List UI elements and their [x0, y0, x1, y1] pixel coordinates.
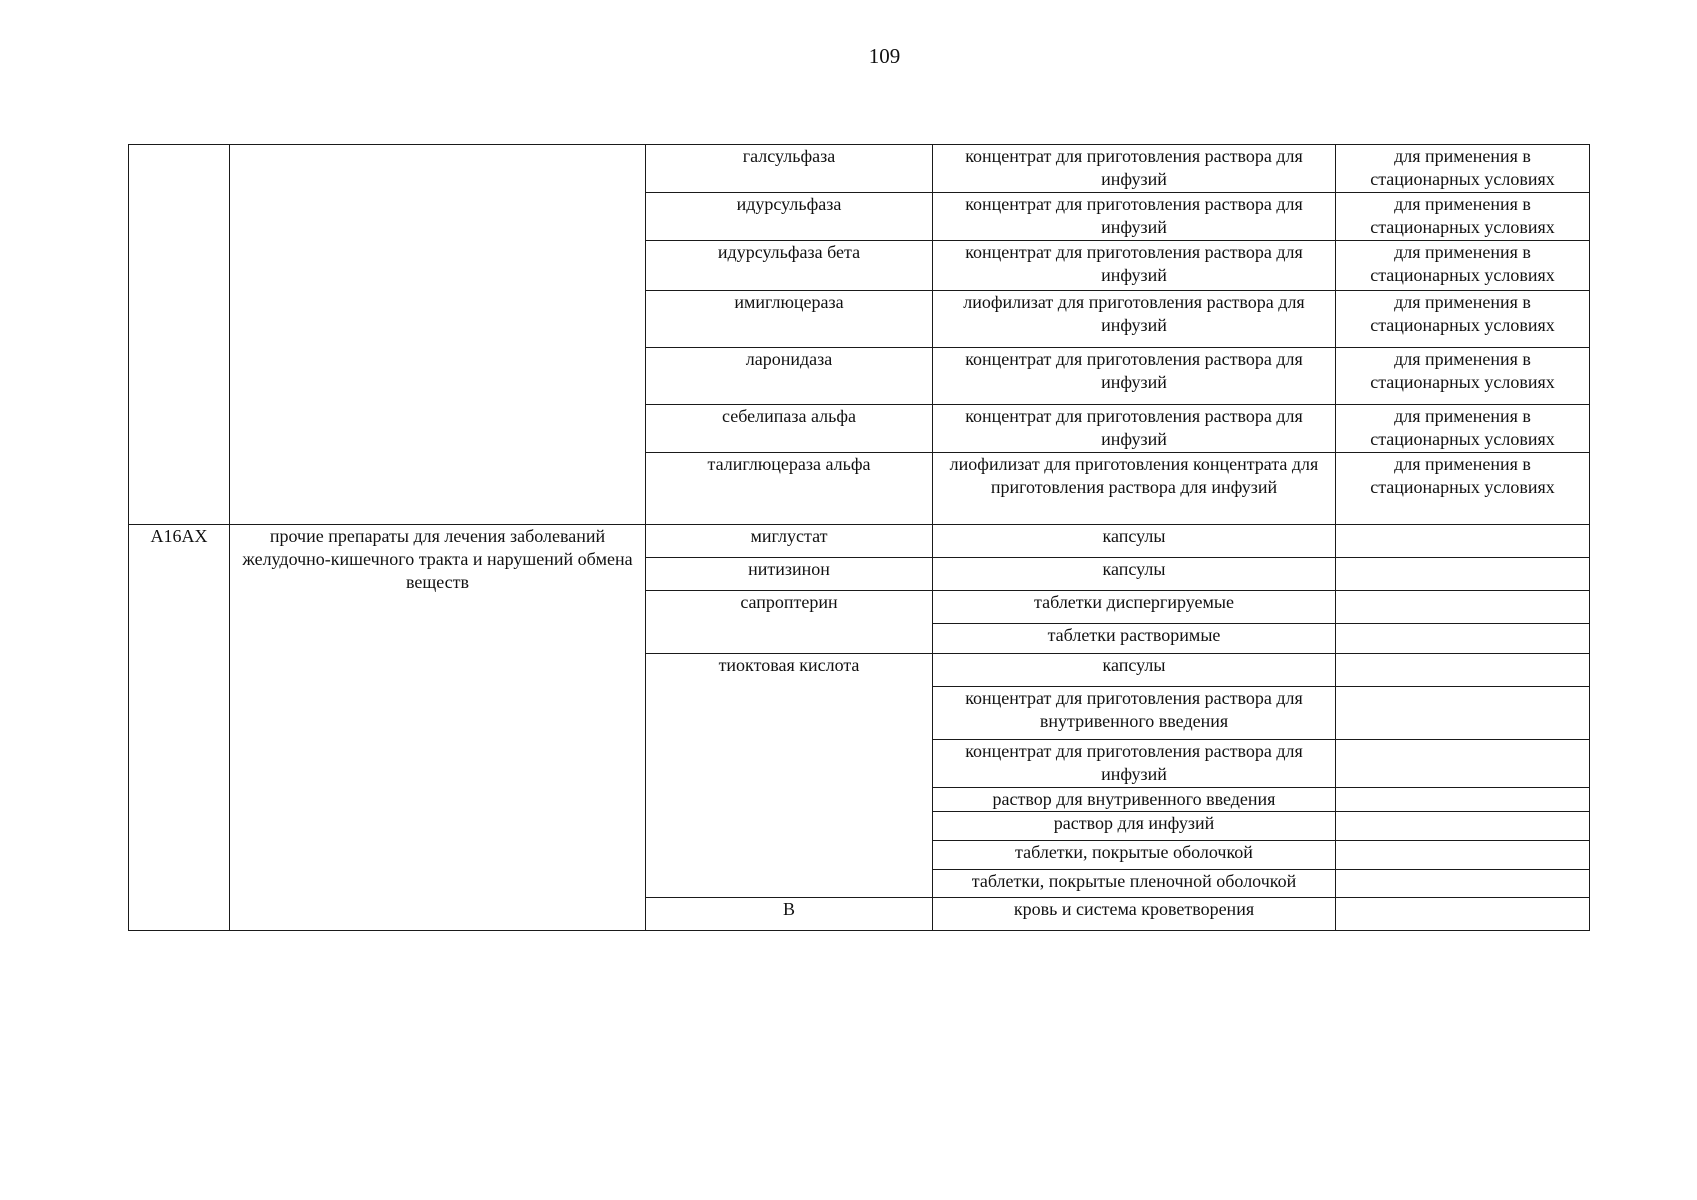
drug-name-cell: нитизинон: [646, 558, 933, 591]
note-cell: для применения в стационарных условиях: [1336, 193, 1590, 241]
note-cell: для применения в стационарных условиях: [1336, 291, 1590, 348]
note-cell: для применения в стационарных условиях: [1336, 145, 1590, 193]
note-cell: для применения в стационарных условиях: [1336, 348, 1590, 405]
drug-name-cell: идурсульфаза: [646, 193, 933, 241]
drug-name-cell: миглустат: [646, 525, 933, 558]
drug-name-cell: тиоктовая кислота: [646, 654, 933, 898]
note-cell: для применения в стационарных условиях: [1336, 453, 1590, 525]
dosage-form-cell: концентрат для приготовления раствора для инфузий: [933, 241, 1336, 291]
note-cell: [1336, 740, 1590, 788]
group-description-cell: прочие препараты для лечения заболеваний желудочно-кишечного тракта и нарушений обмена веществ: [230, 525, 646, 931]
dosage-form-cell: таблетки, покрытые пленочной оболочкой: [933, 870, 1336, 898]
dosage-form-cell: капсулы: [933, 558, 1336, 591]
drug-name-cell: ларонидаза: [646, 348, 933, 405]
atc-code-cell: A16AX: [129, 525, 230, 931]
note-cell: [1336, 870, 1590, 898]
dosage-form-cell: концентрат для приготовления раствора для внутривенного введения: [933, 687, 1336, 740]
dosage-form-cell: концентрат для приготовления раствора для инфузий: [933, 405, 1336, 453]
dosage-form-cell: концентрат для приготовления раствора для инфузий: [933, 145, 1336, 193]
dosage-form-cell: таблетки растворимые: [933, 624, 1336, 654]
dosage-form-cell: лиофилизат для приготовления концентрата для приготовления раствора для инфузий: [933, 453, 1336, 525]
drug-table: [128, 144, 1590, 931]
drug-name-cell: сапроптерин: [646, 591, 933, 654]
dosage-form-cell: раствор для внутривенного введения: [933, 788, 1336, 812]
note-cell: [1336, 687, 1590, 740]
drug-name-cell: галсульфаза: [646, 145, 933, 193]
group-description-cell: [230, 145, 646, 525]
drug-name-cell: имиглюцераза: [646, 291, 933, 348]
note-cell: для применения в стационарных условиях: [1336, 405, 1590, 453]
dosage-form-cell: раствор для инфузий: [933, 812, 1336, 841]
drug-name-cell: себелипаза альфа: [646, 405, 933, 453]
dosage-form-cell: лиофилизат для приготовления раствора для инфузий: [933, 291, 1336, 348]
note-cell: [1336, 624, 1590, 654]
note-cell: [1336, 654, 1590, 687]
note-cell: [1336, 841, 1590, 870]
drug-name-cell: [1336, 898, 1590, 931]
atc-code-cell: B: [646, 898, 933, 931]
note-cell: [1336, 788, 1590, 812]
dosage-form-cell: концентрат для приготовления раствора для инфузий: [933, 193, 1336, 241]
note-cell: [1336, 812, 1590, 841]
note-cell: [1336, 591, 1590, 624]
dosage-form-cell: концентрат для приготовления раствора для инфузий: [933, 348, 1336, 405]
note-cell: [1336, 525, 1590, 558]
page-number: 109: [868, 44, 901, 68]
drug-name-cell: талиглюцераза альфа: [646, 453, 933, 525]
dosage-form-cell: таблетки, покрытые оболочкой: [933, 841, 1336, 870]
table-row: [129, 525, 1590, 558]
drug-name-cell: идурсульфаза бета: [646, 241, 933, 291]
dosage-form-cell: таблетки диспергируемые: [933, 591, 1336, 624]
dosage-form-cell: концентрат для приготовления раствора для инфузий: [933, 740, 1336, 788]
atc-code-cell: [129, 145, 230, 525]
note-cell: для применения в стационарных условиях: [1336, 241, 1590, 291]
table-row: [129, 145, 1590, 193]
group-description-cell: кровь и система кроветворения: [933, 898, 1336, 931]
note-cell: [1336, 558, 1590, 591]
dosage-form-cell: капсулы: [933, 525, 1336, 558]
dosage-form-cell: капсулы: [933, 654, 1336, 687]
